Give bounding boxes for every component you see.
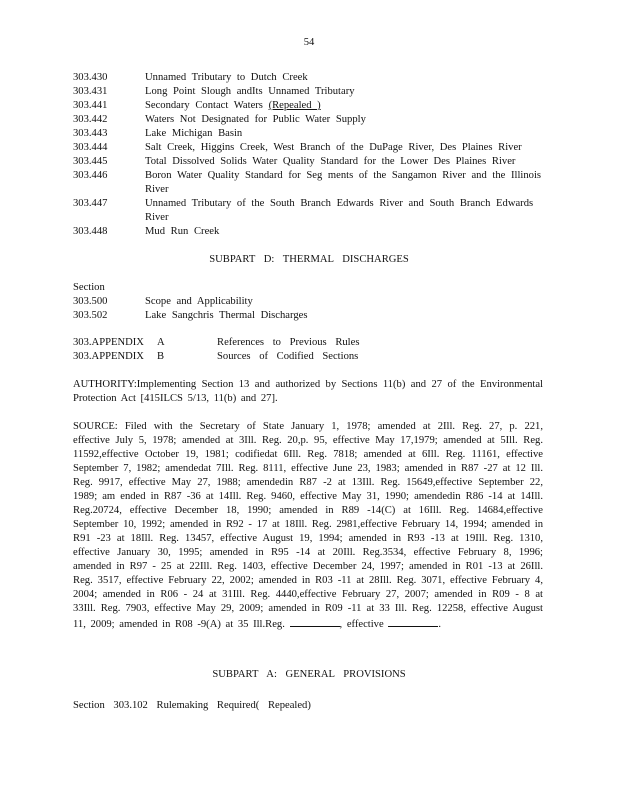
toc-row — [73, 99, 543, 113]
toc-row — [73, 295, 543, 309]
toc-section-title: Unnamed Tributary to Dutch Creek — [145, 72, 308, 83]
table-of-contents — [73, 71, 543, 239]
toc-section-title: Waters Not Designated for Public Water Supply — [145, 114, 366, 125]
page-number: 54 — [303, 37, 315, 48]
toc-row — [73, 141, 543, 155]
source-end: . — [438, 619, 441, 630]
toc-section-title: Long Point Slough andIts Unnamed Tributary — [145, 86, 355, 97]
toc-section-number: 303.430 — [73, 72, 108, 83]
source-text: SOURCE: Filed with the Secretary of State January 1, 1978; amended at 2Ill. Reg. 27, p. 221, effective July 5, 1978; amended at 3Ill. Reg. 20,p. 95, effective May 17,1979; amended at 5Ill. Reg. 11592,effective October 19, 1981; codifiedat 6Ill. Reg. 7818; amended at 6Ill. Reg. 11161, effective September 7, 1982; amendedat 7Ill. Reg. 8111, effective June 23, 1983; amended in R87 -27 at 12 Ill. Reg. 9917, effective May 27, 1988; amendedin R87 -2 at 13Ill. Reg. 15649,effective September 22, 1989; am ended in R87 -36 at 14Ill. Reg. 9460, effective May 31, 1990; amendedin R86 -14 at 14Ill. Reg.20724, effective December 18, 1990; amended in R89 -14(C) at 16Ill. Reg. 14684,effective September 10, 1992; amended in R92 - 17 at 18Ill. Reg. 2981,effective February 14, 1994; amended in R91 -23 at 18Ill. Reg. 13457, effective August 19, 1994; amended in R93 -13 at 19Ill. Reg. 1310, effective January 30, 1995; amended in R95 -14 at 20Ill. Reg.3534, effective February 8, 1996; amended in R97 - 25 at 22Ill. Reg. 1403, effective December 24, 1997; amended in R01 -13 at 26Ill. Reg. 3517, effective February 22, 2002; amended in R03 -11 at 28Ill. Reg. 3071, effective February 4, 2004; amended in R06 - 24 at 31Ill. Reg. 4440,effective February 27, 2007; amended in R09 - 8 at 33Ill. Reg. 7903, effective May 29, 2009; amended in R09 -11 at 33 Ill. Reg. 12258, effective August 11, 2009; amended in R08 -9(A) at 35 Ill.Reg. — [73, 421, 543, 630]
toc-row — [73, 155, 543, 169]
subpart-d-contents — [73, 281, 543, 323]
appendix-number: 303.APPENDIX — [73, 337, 144, 348]
toc-section-title: Mud Run Creek — [145, 226, 220, 237]
section-102-heading: Section 303.102 Rulemaking Required( Repealed) — [73, 700, 311, 711]
toc-section-title: Salt Creek, Higgins Creek, West Branch of the DuPage River, Des Plaines River — [145, 142, 522, 153]
subpart-d-heading: SUBPART D: THERMAL DISCHARGES — [209, 254, 409, 265]
toc-row — [73, 225, 543, 239]
repealed-marker: (Repealed ) — [268, 100, 321, 111]
toc-section-title: Scope and Applicability — [145, 296, 253, 307]
toc-section-title — [145, 99, 543, 113]
toc-section-title: Lake Sangchris Thermal Discharges — [145, 310, 308, 321]
toc-section-title: Unnamed Tributary of the South Branch Edwards River and South Branch Edwards River — [145, 198, 534, 223]
appendix-title: References to Previous Rules — [217, 337, 360, 348]
toc-section-number: 303.441 — [73, 100, 108, 111]
source-paragraph — [73, 420, 543, 632]
blank-line — [290, 616, 340, 627]
toc-section-number: 303.502 — [73, 310, 108, 321]
authority-paragraph: AUTHORITY:Implementing Section 13 and authorized by Sections 11(b) and 27 of the Environmental Protection Act [415ILCS 5/13, 11(b) and 27]. — [73, 379, 543, 404]
toc-section-number: 303.446 — [73, 170, 108, 181]
toc-row — [73, 113, 543, 127]
appendix-letter: B — [157, 351, 165, 362]
toc-section-number: 303.500 — [73, 296, 108, 307]
appendix-row — [73, 336, 543, 350]
toc-section-number: 303.443 — [73, 128, 108, 139]
toc-row — [73, 71, 543, 85]
toc-section-number: 303.444 — [73, 142, 108, 153]
toc-row — [73, 309, 543, 323]
toc-section-number: 303.442 — [73, 114, 108, 125]
source-middle: , effective — [339, 619, 384, 630]
toc-row — [73, 197, 543, 225]
toc-row — [73, 127, 543, 141]
toc-section-number: 303.431 — [73, 86, 108, 97]
toc-section-title: Boron Water Quality Standard for Seg ments of the Sangamon River and the Illinois River — [145, 170, 542, 195]
toc-section-title: Lake Michigan Basin — [145, 128, 243, 139]
toc-section-number: 303.448 — [73, 226, 108, 237]
toc-section-number: 303.447 — [73, 198, 108, 209]
appendix-row — [73, 350, 543, 364]
toc-section-number: 303.445 — [73, 156, 108, 167]
toc-title-text: Secondary Contact Waters — [145, 100, 269, 111]
subpart-a-heading: SUBPART A: GENERAL PROVISIONS — [212, 669, 406, 680]
appendix-list — [73, 336, 543, 364]
toc-row — [73, 169, 543, 197]
toc-row — [73, 85, 543, 99]
blank-line — [388, 616, 438, 627]
toc-section-title: Total Dissolved Solids Water Quality Standard for the Lower Des Plaines River — [145, 156, 516, 167]
section-label: Section — [73, 282, 105, 293]
appendix-letter: A — [157, 337, 165, 348]
appendix-number: 303.APPENDIX — [73, 351, 144, 362]
appendix-title: Sources of Codified Sections — [217, 351, 359, 362]
